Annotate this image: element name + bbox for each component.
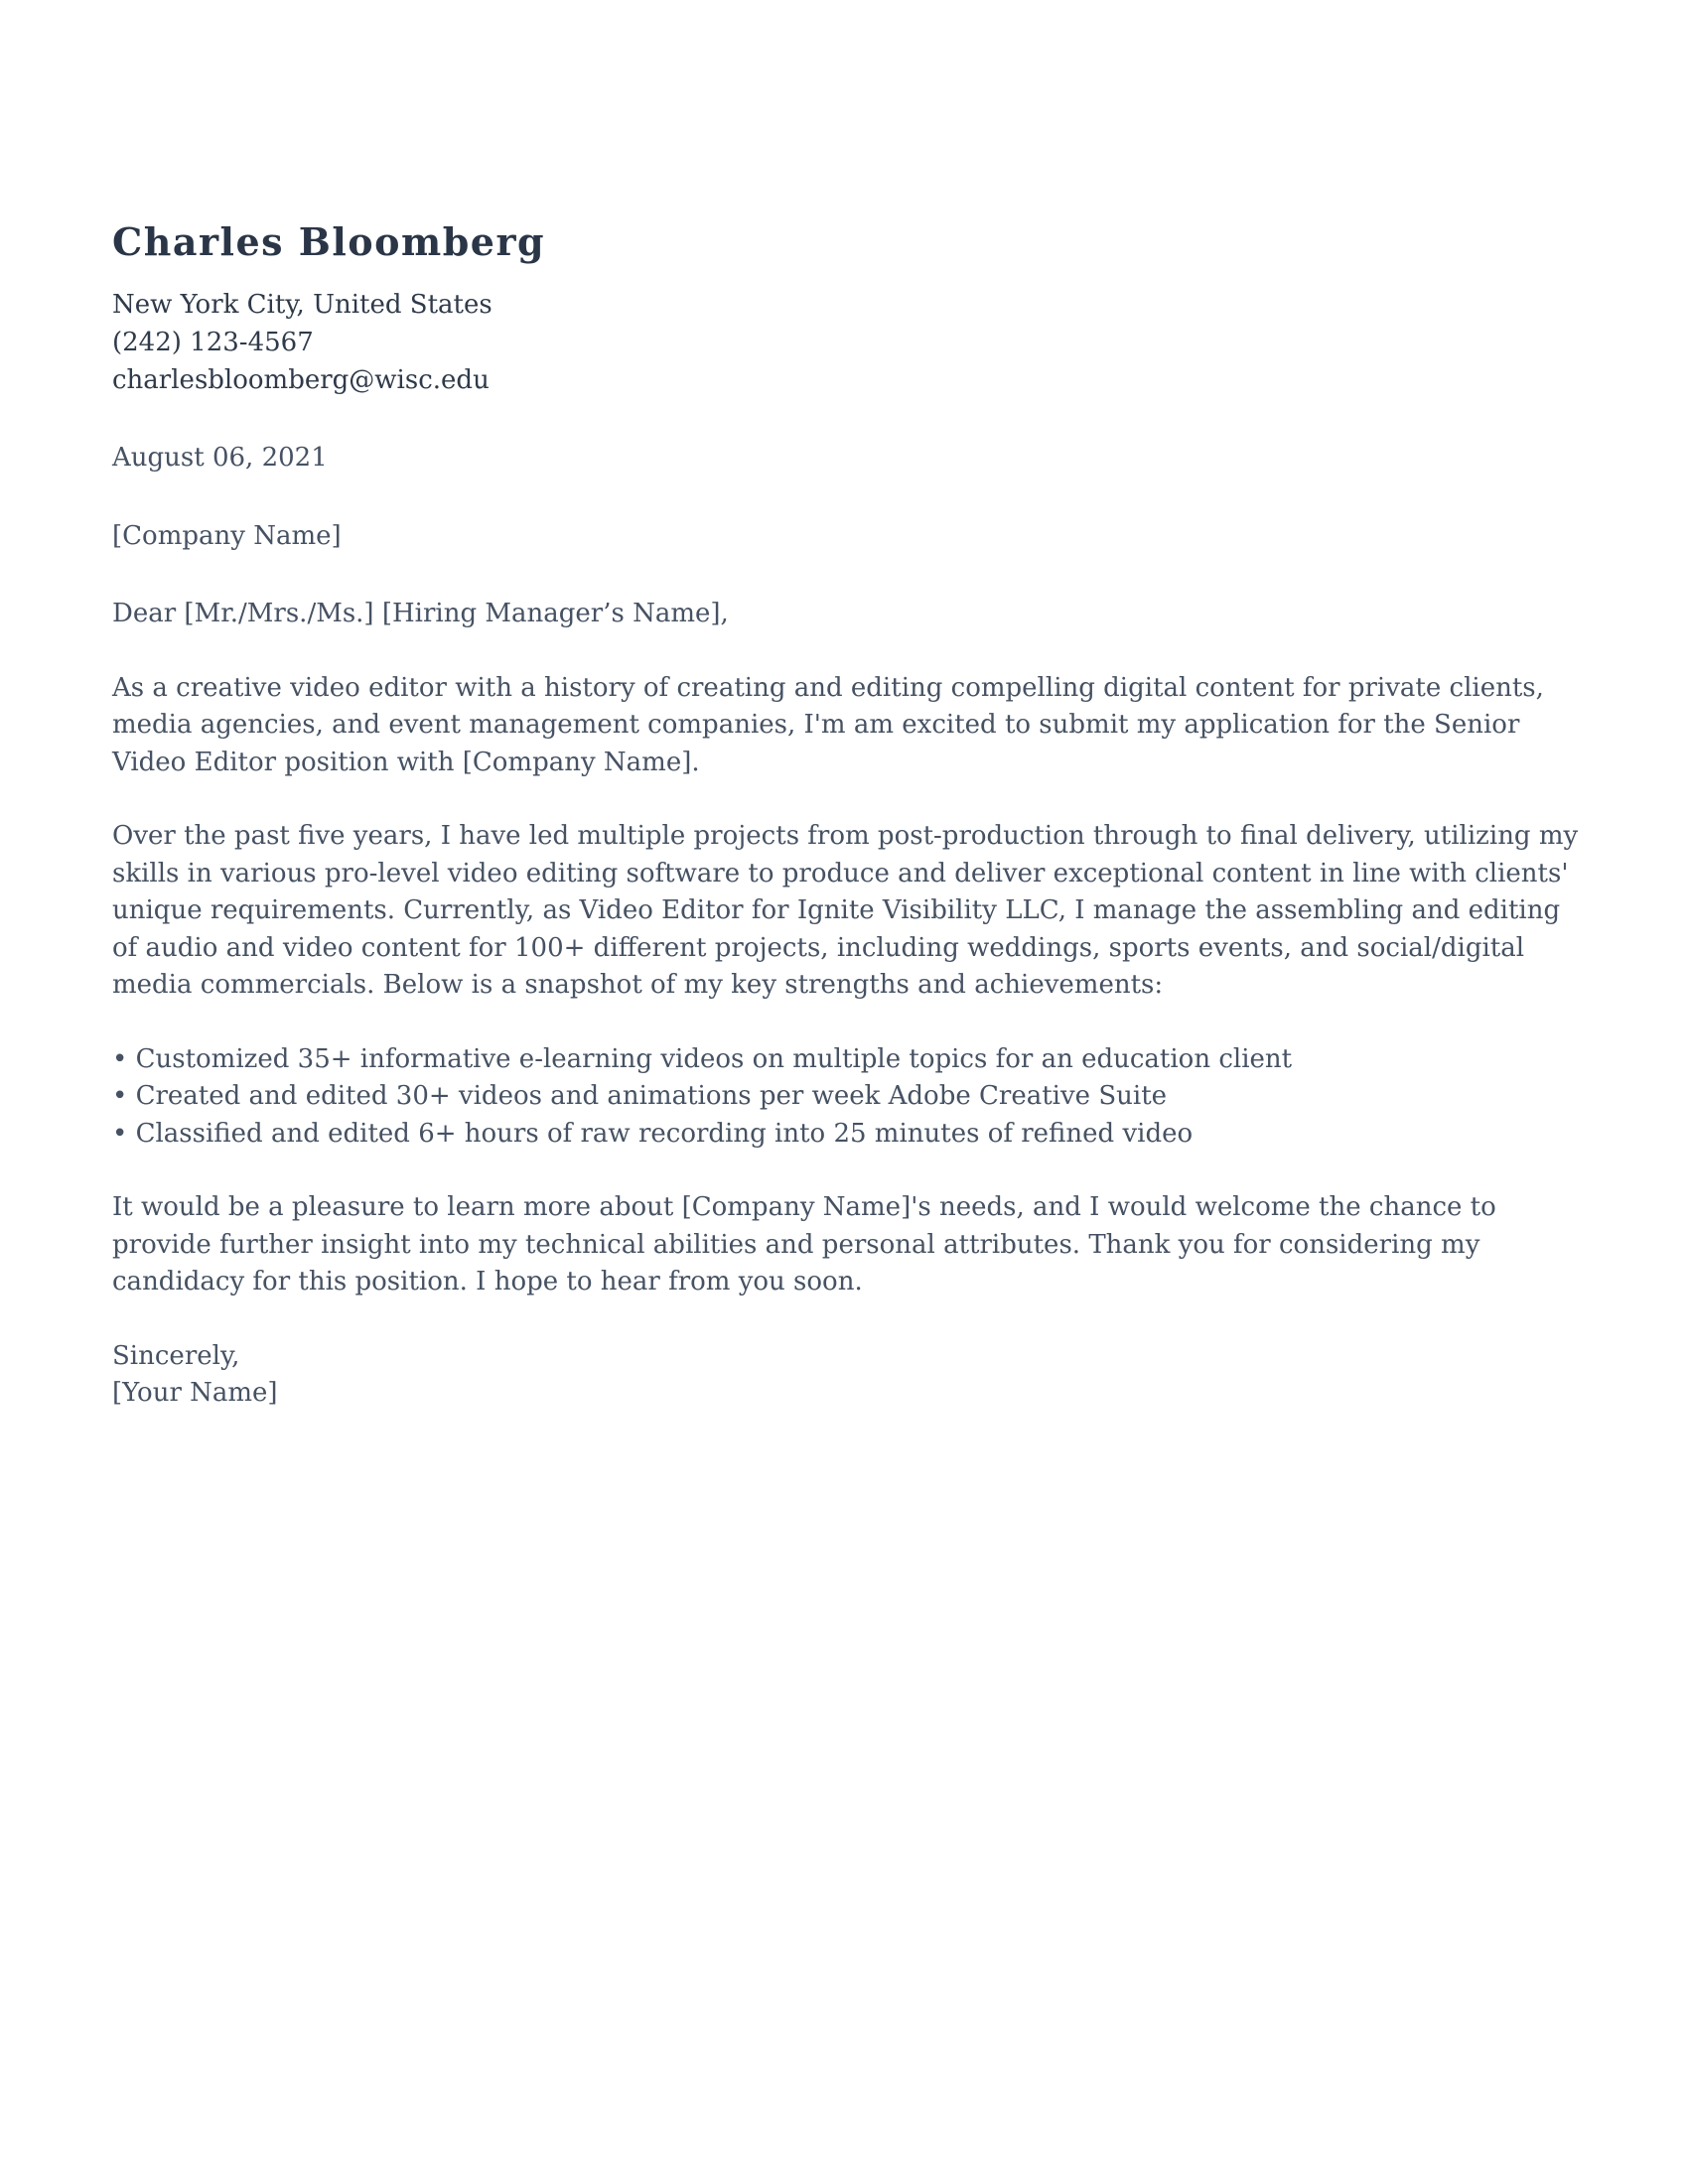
recipient-company: [Company Name] [112,520,342,551]
contact-block [112,286,1582,399]
experience-paragraph: Over the past five years, I have led multiple projects from post-production through to final delivery, utilizing my skills in various pro-level video editing software to produce and deliver exceptional content in line with clients' unique requirements. Currently, as Video Editor for Ignite Visibility LLC, I manage the assembling and editing of audio and video content for 100+ different projects, including weddings, sports events, and social/digital media commercials. Below is a snapshot of my key strengths and achievements: [112,821,1579,1000]
contact-location: New York City, United States [112,290,492,320]
cover-letter [112,216,1582,1413]
list-item: • Classified and edited 6+ hours of raw recording into 25 minutes of refined video [112,1118,1194,1149]
contact-email: charlesbloomberg@wisc.edu [112,365,490,395]
salutation: Dear [Mr./Mrs./Ms.] [Hiring Manager’s Name], [112,599,729,628]
intro-paragraph: As a creative video editor with a history of creating and editing compelling digital content for private clients, media agencies, and event management companies, I'm am excited to submit my application for the Senior Video Editor position with [Company Name]. [112,672,1544,777]
signoff [112,1338,1582,1413]
list-item: • Customized 35+ informative e-learning videos on multiple topics for an education client [112,1043,1293,1074]
letter-date: August 06, 2021 [112,443,328,473]
list-item: • Created and edited 30+ videos and animations per week Adobe Creative Suite [112,1081,1168,1111]
closing-paragraph: It would be a pleasure to learn more about [Company Name]'s needs, and I would welcome the chance to provide further insight into my technical abilities and personal attributes. Thank you for considering my candidacy for this position. I hope to hear from you soon. [112,1192,1496,1297]
achievements-list [112,1041,1582,1154]
valediction: Sincerely, [112,1340,240,1371]
contact-phone: (242) 123-4567 [112,328,314,357]
signature: [Your Name] [112,1378,278,1408]
applicant-name: Charles Bloomberg [112,219,546,264]
